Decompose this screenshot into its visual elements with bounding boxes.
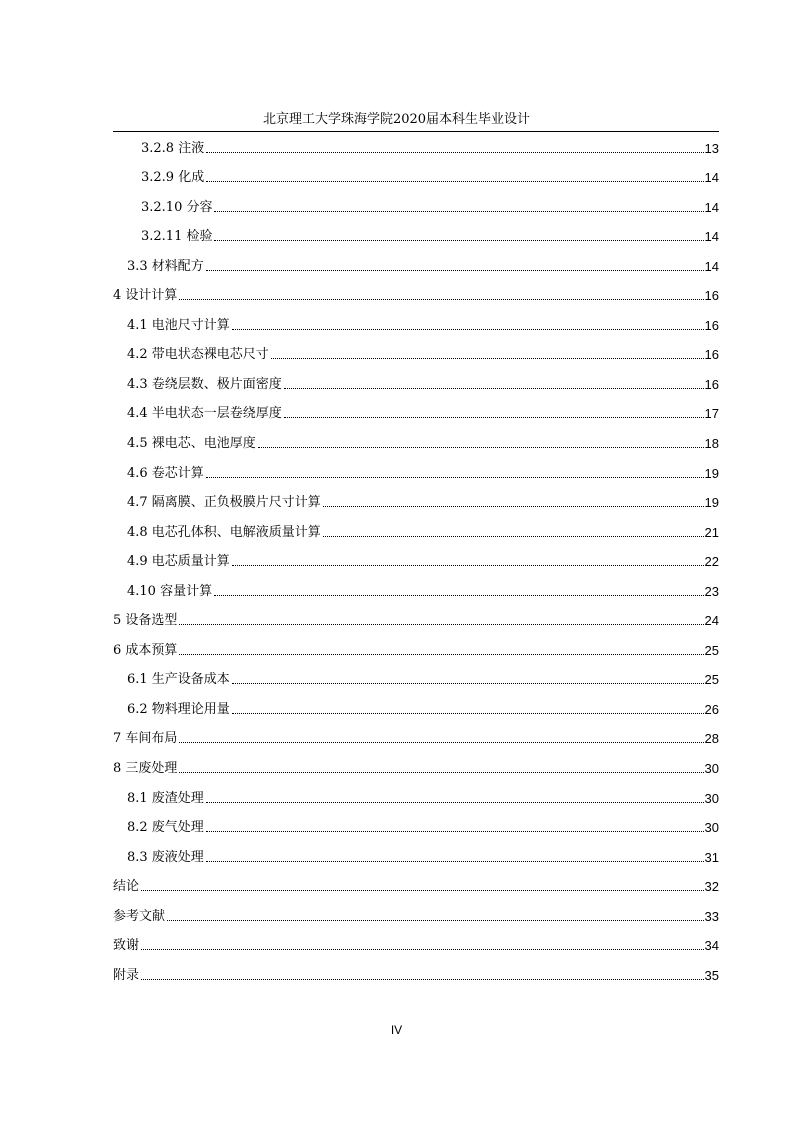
- toc-entry-title: 8.3 废液处理: [127, 849, 204, 865]
- toc-leader-dots: [284, 417, 704, 418]
- toc-entry[interactable]: [113, 309, 719, 339]
- toc-entry[interactable]: [113, 723, 719, 753]
- toc-leader-dots: [232, 329, 704, 330]
- toc-leader-dots: [284, 388, 704, 389]
- toc-entry[interactable]: [113, 368, 719, 398]
- toc-entry-page: 19: [704, 495, 719, 511]
- toc-entry-page: 17: [704, 406, 719, 422]
- toc-entry[interactable]: [113, 487, 719, 517]
- toc-entry-title: 4.5 裸电芯、电池厚度: [127, 436, 256, 452]
- toc-leader-dots: [214, 211, 703, 212]
- toc-entry-page: 24: [704, 613, 719, 629]
- toc-leader-dots: [179, 742, 703, 743]
- toc-entry-page: 22: [704, 554, 719, 570]
- toc-entry-page: 16: [704, 288, 719, 304]
- toc-entry-title: 5 设备选型: [113, 613, 178, 629]
- toc-entry-title: 结论: [113, 879, 140, 895]
- toc-entry[interactable]: [113, 546, 719, 576]
- toc-leader-dots: [206, 802, 704, 803]
- toc-entry-page: 28: [704, 731, 719, 747]
- toc-entry[interactable]: [113, 605, 719, 635]
- toc-entry-page: 19: [704, 465, 719, 481]
- toc-entry[interactable]: [113, 457, 719, 487]
- toc-entry-page: 26: [704, 701, 719, 717]
- toc-entry-title: 4.3 卷绕层数、极片面密度: [127, 376, 282, 392]
- toc-leader-dots: [232, 713, 704, 714]
- toc-entry[interactable]: [113, 930, 719, 960]
- table-of-contents: [113, 132, 719, 989]
- toc-entry-title: 4 设计计算: [113, 288, 178, 304]
- toc-entry-page: 16: [704, 376, 719, 392]
- toc-entry-page: 18: [704, 436, 719, 452]
- toc-entry-title: 致谢: [113, 938, 140, 954]
- toc-entry[interactable]: [113, 398, 719, 428]
- toc-entry[interactable]: [113, 752, 719, 782]
- toc-entry-title: 7 车间布局: [113, 731, 178, 747]
- toc-entry[interactable]: [113, 841, 719, 871]
- toc-entry[interactable]: [113, 280, 719, 310]
- toc-entry-title: 4.9 电芯质量计算: [127, 554, 230, 570]
- toc-entry-title: 3.3 材料配方: [127, 258, 204, 274]
- toc-entry[interactable]: [113, 575, 719, 605]
- toc-entry-title: 3.2.10 分容: [141, 199, 213, 215]
- toc-entry[interactable]: [113, 782, 719, 812]
- toc-entry-title: 附录: [113, 967, 140, 983]
- toc-entry[interactable]: [113, 221, 719, 251]
- toc-entry-title: 4.6 卷芯计算: [127, 465, 204, 481]
- toc-entry-page: 16: [704, 347, 719, 363]
- toc-leader-dots: [214, 595, 703, 596]
- toc-leader-dots: [179, 624, 703, 625]
- toc-leader-dots: [206, 861, 704, 862]
- toc-entry-page: 14: [704, 170, 719, 186]
- page-footer: [0, 1023, 793, 1037]
- toc-entry[interactable]: [113, 959, 719, 989]
- toc-entry[interactable]: [113, 871, 719, 901]
- toc-entry[interactable]: [113, 132, 719, 162]
- toc-leader-dots: [206, 477, 704, 478]
- header-title: 北京理工大学珠海学院2020届本科生毕业设计: [262, 112, 531, 127]
- toc-entry-page: 35: [704, 967, 719, 983]
- toc-leader-dots: [232, 683, 704, 684]
- toc-leader-dots: [179, 654, 703, 655]
- toc-entry-title: 4.10 容量计算: [127, 583, 213, 599]
- toc-leader-dots: [179, 299, 703, 300]
- toc-leader-dots: [214, 240, 703, 241]
- toc-entry-title: 4.1 电池尺寸计算: [127, 317, 230, 333]
- toc-entry[interactable]: [113, 339, 719, 369]
- toc-entry[interactable]: [113, 812, 719, 842]
- toc-entry-page: 32: [704, 879, 719, 895]
- toc-entry-title: 4.7 隔离膜、正负极膜片尺寸计算: [127, 495, 321, 511]
- toc-entry-title: 3.2.9 化成: [141, 170, 205, 186]
- toc-entry[interactable]: [113, 634, 719, 664]
- toc-entry-title: 6.1 生产设备成本: [127, 672, 230, 688]
- toc-entry[interactable]: [113, 693, 719, 723]
- toc-leader-dots: [271, 358, 704, 359]
- toc-leader-dots: [206, 270, 704, 271]
- toc-entry-title: 8.2 废气处理: [127, 820, 204, 836]
- toc-leader-dots: [232, 565, 704, 566]
- toc-entry-page: 30: [704, 820, 719, 836]
- toc-entry[interactable]: [113, 900, 719, 930]
- toc-entry-page: 30: [704, 761, 719, 777]
- footer-page-number: IV: [390, 1023, 403, 1037]
- toc-entry-page: 30: [704, 790, 719, 806]
- toc-leader-dots: [141, 949, 704, 950]
- toc-entry-title: 4.2 带电状态裸电芯尺寸: [127, 347, 269, 363]
- toc-entry-page: 14: [704, 229, 719, 245]
- toc-entry[interactable]: [113, 162, 719, 192]
- toc-entry-page: 23: [704, 583, 719, 599]
- toc-entry-title: 3.2.11 检验: [141, 229, 213, 245]
- toc-entry-title: 4.4 半电状态一层卷绕厚度: [127, 406, 282, 422]
- toc-entry-page: 16: [704, 317, 719, 333]
- toc-entry-title: 6.2 物料理论用量: [127, 701, 230, 717]
- toc-entry-page: 21: [704, 524, 719, 540]
- toc-entry-page: 14: [704, 199, 719, 215]
- toc-leader-dots: [167, 920, 704, 921]
- toc-leader-dots: [323, 536, 704, 537]
- toc-leader-dots: [258, 447, 704, 448]
- toc-leader-dots: [323, 506, 704, 507]
- toc-entry-title: 4.8 电芯孔体积、电解液质量计算: [127, 524, 321, 540]
- toc-entry[interactable]: [113, 427, 719, 457]
- toc-leader-dots: [141, 979, 704, 980]
- toc-entry-title: 8.1 废渣处理: [127, 790, 204, 806]
- toc-entry-page: 25: [704, 642, 719, 658]
- toc-leader-dots: [206, 181, 703, 182]
- toc-entry[interactable]: [113, 250, 719, 280]
- toc-entry[interactable]: [113, 191, 719, 221]
- toc-entry-page: 14: [704, 258, 719, 274]
- toc-entry-title: 8 三废处理: [113, 761, 178, 777]
- toc-entry-page: 34: [704, 938, 719, 954]
- toc-entry[interactable]: [113, 664, 719, 694]
- toc-entry[interactable]: [113, 516, 719, 546]
- toc-entry-page: 13: [704, 140, 719, 156]
- page-header: [0, 111, 793, 129]
- toc-leader-dots: [206, 831, 704, 832]
- toc-entry-page: 25: [704, 672, 719, 688]
- toc-leader-dots: [141, 890, 704, 891]
- toc-entry-title: 参考文献: [113, 908, 166, 924]
- toc-entry-page: 31: [704, 849, 719, 865]
- toc-leader-dots: [179, 772, 703, 773]
- toc-entry-title: 6 成本预算: [113, 642, 178, 658]
- toc-leader-dots: [206, 152, 703, 153]
- toc-entry-page: 33: [704, 908, 719, 924]
- toc-entry-title: 3.2.8 注液: [141, 140, 205, 156]
